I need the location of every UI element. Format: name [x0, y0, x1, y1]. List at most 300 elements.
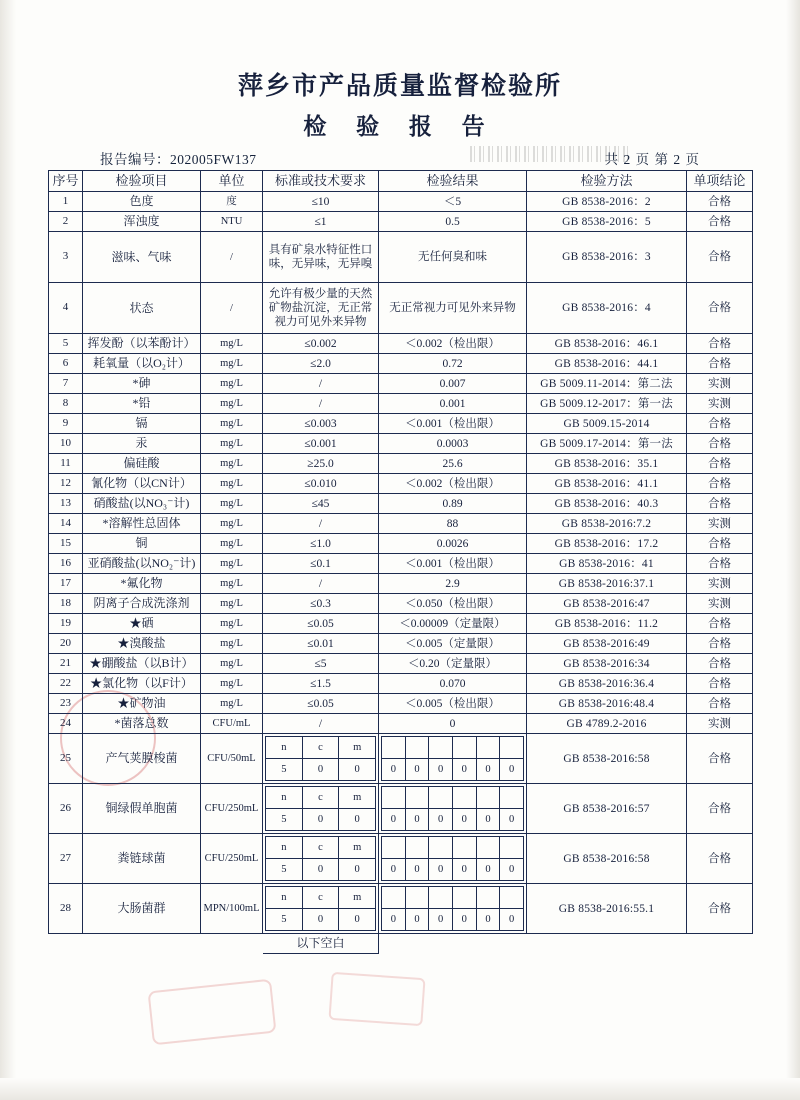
cell-result: 0.001 [379, 394, 527, 414]
table-row [49, 474, 753, 494]
cell-item: 状态 [83, 283, 201, 334]
cell-standard: / [263, 374, 379, 394]
cell-result-grid [379, 784, 527, 834]
cell-method: GB 5009.12-2017：第一法 [527, 394, 687, 414]
col-header-item: 检验项目 [83, 171, 201, 192]
result-cell-value: 0 [452, 859, 476, 881]
cell-method: GB 8538-2016：11.2 [527, 614, 687, 634]
result-cell-value: 0 [382, 809, 406, 831]
paper-edge-left [0, 0, 16, 1100]
table-row [49, 654, 753, 674]
ncm-value: 5 [266, 859, 303, 881]
cell-unit: mg/L [201, 694, 263, 714]
cell-item: ★氯化物（以F计） [83, 674, 201, 694]
result-cell-blank [452, 787, 476, 809]
cell-no: 25 [49, 734, 83, 784]
cell-standard: ≤0.010 [263, 474, 379, 494]
cell-no: 11 [49, 454, 83, 474]
cell-standard: ≤0.3 [263, 594, 379, 614]
cell-unit: / [201, 283, 263, 334]
cell-standard: ≤0.001 [263, 434, 379, 454]
cell-unit: CFU/50mL [201, 734, 263, 784]
cell-method: GB 8538-2016:47 [527, 594, 687, 614]
cell-result-grid [379, 734, 527, 784]
cell-item: 硝酸盐(以NO₃⁻计) [83, 494, 201, 514]
cell-standard-ncm [263, 784, 379, 834]
cell-conclusion: 合格 [687, 212, 753, 232]
cell-standard: ≤0.1 [263, 554, 379, 574]
table-row-microbiology [49, 884, 753, 934]
ncm-value: 5 [266, 759, 303, 781]
result-cell-value: 0 [405, 809, 429, 831]
table-row [49, 714, 753, 734]
cell-method: GB 8538-2016：17.2 [527, 534, 687, 554]
cell-no: 14 [49, 514, 83, 534]
paper-edge-right [786, 0, 800, 1100]
cell-method: GB 8538-2016：46.1 [527, 334, 687, 354]
table-row [49, 414, 753, 434]
cell-item: 氰化物（以CN计） [83, 474, 201, 494]
cell-unit: mg/L [201, 614, 263, 634]
cell-result: ＜0.002（检出限） [379, 334, 527, 354]
report-number-label: 报告编号： [100, 152, 170, 167]
footer-cell-empty [379, 934, 527, 954]
ncm-label: c [302, 737, 339, 759]
table-body [49, 192, 753, 954]
cell-conclusion: 合格 [687, 434, 753, 454]
cell-standard-ncm [263, 884, 379, 934]
ncm-value: 0 [339, 859, 376, 881]
ncm-label: n [266, 737, 303, 759]
cell-result: 0.89 [379, 494, 527, 514]
cell-unit: mg/L [201, 634, 263, 654]
cell-no: 6 [49, 354, 83, 374]
cell-method: GB 8538-2016:34 [527, 654, 687, 674]
ncm-value: 0 [339, 809, 376, 831]
table-row [49, 674, 753, 694]
footer-cell-no [49, 934, 83, 954]
cell-no: 22 [49, 674, 83, 694]
result-cell-value: 0 [476, 759, 500, 781]
cell-method: GB 5009.17-2014：第一法 [527, 434, 687, 454]
cell-conclusion: 合格 [687, 283, 753, 334]
cell-standard: ≤0.002 [263, 334, 379, 354]
cell-method: GB 8538-2016:58 [527, 734, 687, 784]
cell-conclusion: 合格 [687, 554, 753, 574]
table-row [49, 374, 753, 394]
cell-conclusion: 实测 [687, 514, 753, 534]
cell-item: 挥发酚（以苯酚计） [83, 334, 201, 354]
cell-result: ＜0.002（检出限） [379, 474, 527, 494]
col-header-conclusion: 单项结论 [687, 171, 753, 192]
cell-unit: MPN/100mL [201, 884, 263, 934]
result-cell-value: 0 [429, 909, 453, 931]
cell-result: ＜0.005（检出限） [379, 694, 527, 714]
cell-unit: mg/L [201, 654, 263, 674]
cell-standard: ≤10 [263, 192, 379, 212]
footer-blank-note: 以下空白 [263, 934, 379, 954]
cell-unit: mg/L [201, 394, 263, 414]
col-header-result: 检验结果 [379, 171, 527, 192]
cell-result: ＜0.001（检出限） [379, 554, 527, 574]
cell-no: 17 [49, 574, 83, 594]
cell-item: *溶解性总固体 [83, 514, 201, 534]
cell-method: GB 8538-2016:55.1 [527, 884, 687, 934]
cell-result: 0.72 [379, 354, 527, 374]
cell-conclusion: 合格 [687, 354, 753, 374]
footer-cell-empty [687, 934, 753, 954]
cell-standard: ≤5 [263, 654, 379, 674]
cell-no: 19 [49, 614, 83, 634]
cell-no: 1 [49, 192, 83, 212]
cell-item: 镉 [83, 414, 201, 434]
cell-method: GB 4789.2-2016 [527, 714, 687, 734]
cell-no: 24 [49, 714, 83, 734]
cell-unit: mg/L [201, 514, 263, 534]
ncm-value: 0 [302, 759, 339, 781]
cell-no: 3 [49, 232, 83, 283]
inspection-results-table [48, 170, 753, 954]
cell-result: 25.6 [379, 454, 527, 474]
result-cell-value: 0 [429, 809, 453, 831]
cell-conclusion: 合格 [687, 414, 753, 434]
cell-result: ＜0.001（检出限） [379, 414, 527, 434]
cell-conclusion: 合格 [687, 192, 753, 212]
table-row [49, 454, 753, 474]
cell-result: 无任何臭和味 [379, 232, 527, 283]
cell-unit: mg/L [201, 454, 263, 474]
cell-result: ＜0.00009（定量限） [379, 614, 527, 634]
cell-item: 亚硝酸盐(以NO₂⁻计) [83, 554, 201, 574]
cell-unit: CFU/mL [201, 714, 263, 734]
cell-no: 7 [49, 374, 83, 394]
cell-unit: CFU/250mL [201, 784, 263, 834]
cell-method: GB 8538-2016:37.1 [527, 574, 687, 594]
cell-conclusion: 合格 [687, 232, 753, 283]
cell-item: 色度 [83, 192, 201, 212]
cell-method: GB 5009.15-2014 [527, 414, 687, 434]
table-row [49, 394, 753, 414]
col-header-standard: 标准或技术要求 [263, 171, 379, 192]
result-cell-blank [476, 887, 500, 909]
cell-no: 16 [49, 554, 83, 574]
cell-result: 88 [379, 514, 527, 534]
table-row [49, 694, 753, 714]
cell-method: GB 8538-2016：2 [527, 192, 687, 212]
ncm-value: 0 [302, 909, 339, 931]
table-row [49, 494, 753, 514]
ncm-value: 0 [339, 909, 376, 931]
result-cell-value: 0 [500, 859, 524, 881]
result-cell-blank [452, 837, 476, 859]
cell-item: ★溴酸盐 [83, 634, 201, 654]
result-cell-blank [429, 787, 453, 809]
cell-conclusion: 合格 [687, 454, 753, 474]
cell-conclusion: 合格 [687, 694, 753, 714]
table-row [49, 334, 753, 354]
table-row-microbiology [49, 734, 753, 784]
cell-unit: mg/L [201, 334, 263, 354]
result-cell-value: 0 [500, 809, 524, 831]
cell-method: GB 5009.11-2014：第二法 [527, 374, 687, 394]
cell-no: 18 [49, 594, 83, 614]
cell-unit: mg/L [201, 674, 263, 694]
ncm-label: c [302, 787, 339, 809]
cell-unit: mg/L [201, 354, 263, 374]
result-cell-value: 0 [500, 759, 524, 781]
cell-no: 15 [49, 534, 83, 554]
cell-standard: ≤1.0 [263, 534, 379, 554]
ncm-value: 5 [266, 809, 303, 831]
cell-method: GB 8538-2016:57 [527, 784, 687, 834]
result-cell-value: 0 [405, 759, 429, 781]
result-cell-value: 0 [476, 909, 500, 931]
result-cell-value: 0 [429, 759, 453, 781]
cell-conclusion: 合格 [687, 654, 753, 674]
cell-conclusion: 合格 [687, 474, 753, 494]
cell-no: 2 [49, 212, 83, 232]
cell-standard: ≥25.0 [263, 454, 379, 474]
ncm-label: m [339, 737, 376, 759]
cell-unit: mg/L [201, 374, 263, 394]
cell-no: 21 [49, 654, 83, 674]
cell-item: *菌落总数 [83, 714, 201, 734]
table-row [49, 594, 753, 614]
cell-result-grid [379, 884, 527, 934]
cell-unit: / [201, 232, 263, 283]
result-cell-blank [476, 787, 500, 809]
table-footer-row [49, 934, 753, 954]
cell-conclusion: 合格 [687, 534, 753, 554]
cell-result: ＜0.005（定量限） [379, 634, 527, 654]
cell-conclusion: 合格 [687, 784, 753, 834]
cell-method: GB 8538-2016：41 [527, 554, 687, 574]
result-cell-value: 0 [452, 809, 476, 831]
cell-method: GB 8538-2016:58 [527, 834, 687, 884]
col-header-method: 检验方法 [527, 171, 687, 192]
result-cell-blank [382, 737, 406, 759]
ncm-label: n [266, 837, 303, 859]
result-cell-blank [452, 737, 476, 759]
result-cell-value: 0 [452, 759, 476, 781]
cell-unit: mg/L [201, 494, 263, 514]
cell-result: 0.0003 [379, 434, 527, 454]
cell-result: ＜0.20（定量限） [379, 654, 527, 674]
table-row [49, 283, 753, 334]
cell-method: GB 8538-2016：44.1 [527, 354, 687, 374]
cell-no: 23 [49, 694, 83, 714]
table-row [49, 354, 753, 374]
result-cell-blank [452, 887, 476, 909]
ncm-value: 5 [266, 909, 303, 931]
cell-no: 27 [49, 834, 83, 884]
cell-unit: mg/L [201, 414, 263, 434]
cell-item: 偏硅酸 [83, 454, 201, 474]
result-cell-blank [382, 887, 406, 909]
paper-edge-bottom [0, 1078, 800, 1100]
cell-no: 8 [49, 394, 83, 414]
cell-no: 4 [49, 283, 83, 334]
cell-item: 汞 [83, 434, 201, 454]
cell-conclusion: 合格 [687, 674, 753, 694]
cell-standard-ncm [263, 834, 379, 884]
cell-item: 耗氧量（以O₂计） [83, 354, 201, 374]
cell-standard-ncm [263, 734, 379, 784]
cell-conclusion: 合格 [687, 634, 753, 654]
cell-unit: NTU [201, 212, 263, 232]
result-cell-value: 0 [382, 759, 406, 781]
table-row-microbiology [49, 834, 753, 884]
cell-conclusion: 合格 [687, 834, 753, 884]
cell-standard: / [263, 514, 379, 534]
cell-method: GB 8538-2016:36.4 [527, 674, 687, 694]
footer-cell-item [83, 934, 201, 954]
cell-standard: ≤1.5 [263, 674, 379, 694]
result-cell-value: 0 [382, 909, 406, 931]
result-cell-blank [429, 837, 453, 859]
cell-unit: CFU/250mL [201, 834, 263, 884]
ncm-value: 0 [302, 809, 339, 831]
ncm-label: n [266, 787, 303, 809]
ncm-label: c [302, 837, 339, 859]
cell-result-grid [379, 834, 527, 884]
result-cell-value: 0 [452, 909, 476, 931]
seal-stamp-lower-center [328, 972, 425, 1026]
result-cell-blank [429, 887, 453, 909]
cell-no: 28 [49, 884, 83, 934]
cell-standard: / [263, 394, 379, 414]
cell-item: *砷 [83, 374, 201, 394]
result-cell-blank [476, 837, 500, 859]
cell-unit: mg/L [201, 534, 263, 554]
cell-item: 铜绿假单胞菌 [83, 784, 201, 834]
cell-item: 浑浊度 [83, 212, 201, 232]
result-cell-value: 0 [476, 809, 500, 831]
cell-item: ★硼酸盐（以B计） [83, 654, 201, 674]
seal-stamp-lower-left [148, 979, 277, 1046]
cell-method: GB 8538-2016：4 [527, 283, 687, 334]
cell-conclusion: 合格 [687, 884, 753, 934]
table-row [49, 574, 753, 594]
table-row [49, 232, 753, 283]
ncm-value: 0 [302, 859, 339, 881]
cell-standard: ≤0.05 [263, 694, 379, 714]
result-cell-blank [405, 737, 429, 759]
result-cell-blank [382, 787, 406, 809]
cell-no: 9 [49, 414, 83, 434]
cell-no: 5 [49, 334, 83, 354]
table-row [49, 212, 753, 232]
cell-conclusion: 合格 [687, 494, 753, 514]
cell-standard: ≤0.003 [263, 414, 379, 434]
cell-conclusion: 实测 [687, 374, 753, 394]
cell-method: GB 8538-2016:7.2 [527, 514, 687, 534]
cell-standard: ≤1 [263, 212, 379, 232]
col-header-no: 序号 [49, 171, 83, 192]
cell-no: 26 [49, 784, 83, 834]
cell-no: 10 [49, 434, 83, 454]
result-cell-value: 0 [500, 909, 524, 931]
ncm-value: 0 [339, 759, 376, 781]
report-number [100, 148, 257, 168]
cell-unit: mg/L [201, 434, 263, 454]
result-cell-blank [405, 837, 429, 859]
result-cell-value: 0 [382, 859, 406, 881]
cell-conclusion: 实测 [687, 714, 753, 734]
result-cell-blank [405, 787, 429, 809]
result-cell-blank [405, 887, 429, 909]
cell-conclusion: 实测 [687, 574, 753, 594]
ncm-label: c [302, 887, 339, 909]
cell-result: 0 [379, 714, 527, 734]
cell-method: GB 8538-2016：3 [527, 232, 687, 283]
footer-cell-unit [201, 934, 263, 954]
cell-method: GB 8538-2016：40.3 [527, 494, 687, 514]
ncm-label: m [339, 887, 376, 909]
result-cell-value: 0 [476, 859, 500, 881]
cell-standard: 具有矿泉水特征性口味，无异味，无异嗅 [263, 232, 379, 283]
table-row-microbiology [49, 784, 753, 834]
footer-cell-empty [527, 934, 687, 954]
table-header-row [49, 171, 753, 192]
table-row [49, 534, 753, 554]
cell-item: 铜 [83, 534, 201, 554]
cell-standard: 允许有极少量的天然矿物盐沉淀，无正常视力可见外来异物 [263, 283, 379, 334]
result-cell-blank [500, 837, 524, 859]
cell-standard: ≤2.0 [263, 354, 379, 374]
cell-result: 0.070 [379, 674, 527, 694]
result-cell-value: 0 [429, 859, 453, 881]
cell-result: 0.0026 [379, 534, 527, 554]
cell-standard: ≤0.05 [263, 614, 379, 634]
cell-item: 滋味、气味 [83, 232, 201, 283]
cell-item: 粪链球菌 [83, 834, 201, 884]
result-cell-blank [500, 887, 524, 909]
cell-unit: mg/L [201, 474, 263, 494]
cell-conclusion: 合格 [687, 614, 753, 634]
result-cell-blank [500, 737, 524, 759]
cell-conclusion: 实测 [687, 594, 753, 614]
cell-no: 12 [49, 474, 83, 494]
result-cell-value: 0 [405, 909, 429, 931]
page-indicator: 共 2 页 第 2 页 [604, 152, 700, 167]
cell-result: 2.9 [379, 574, 527, 594]
cell-result: 0.007 [379, 374, 527, 394]
result-cell-blank [429, 737, 453, 759]
cell-standard: / [263, 714, 379, 734]
cell-standard: ≤45 [263, 494, 379, 514]
report-number-value: 202005FW137 [170, 152, 257, 167]
cell-item: 大肠菌群 [83, 884, 201, 934]
ncm-label: m [339, 837, 376, 859]
cell-unit: mg/L [201, 574, 263, 594]
cell-unit: 度 [201, 192, 263, 212]
ncm-label: n [266, 887, 303, 909]
cell-result: ＜5 [379, 192, 527, 212]
cell-result: 0.5 [379, 212, 527, 232]
cell-item: ★硒 [83, 614, 201, 634]
result-cell-blank [382, 837, 406, 859]
table-row [49, 514, 753, 534]
cell-item: *铅 [83, 394, 201, 414]
cell-conclusion: 合格 [687, 334, 753, 354]
result-cell-blank [476, 737, 500, 759]
ncm-label: m [339, 787, 376, 809]
cell-no: 20 [49, 634, 83, 654]
cell-method: GB 8538-2016：35.1 [527, 454, 687, 474]
cell-item: ★矿物油 [83, 694, 201, 714]
institute-title: 萍乡市产品质量监督检验所 [237, 73, 562, 100]
